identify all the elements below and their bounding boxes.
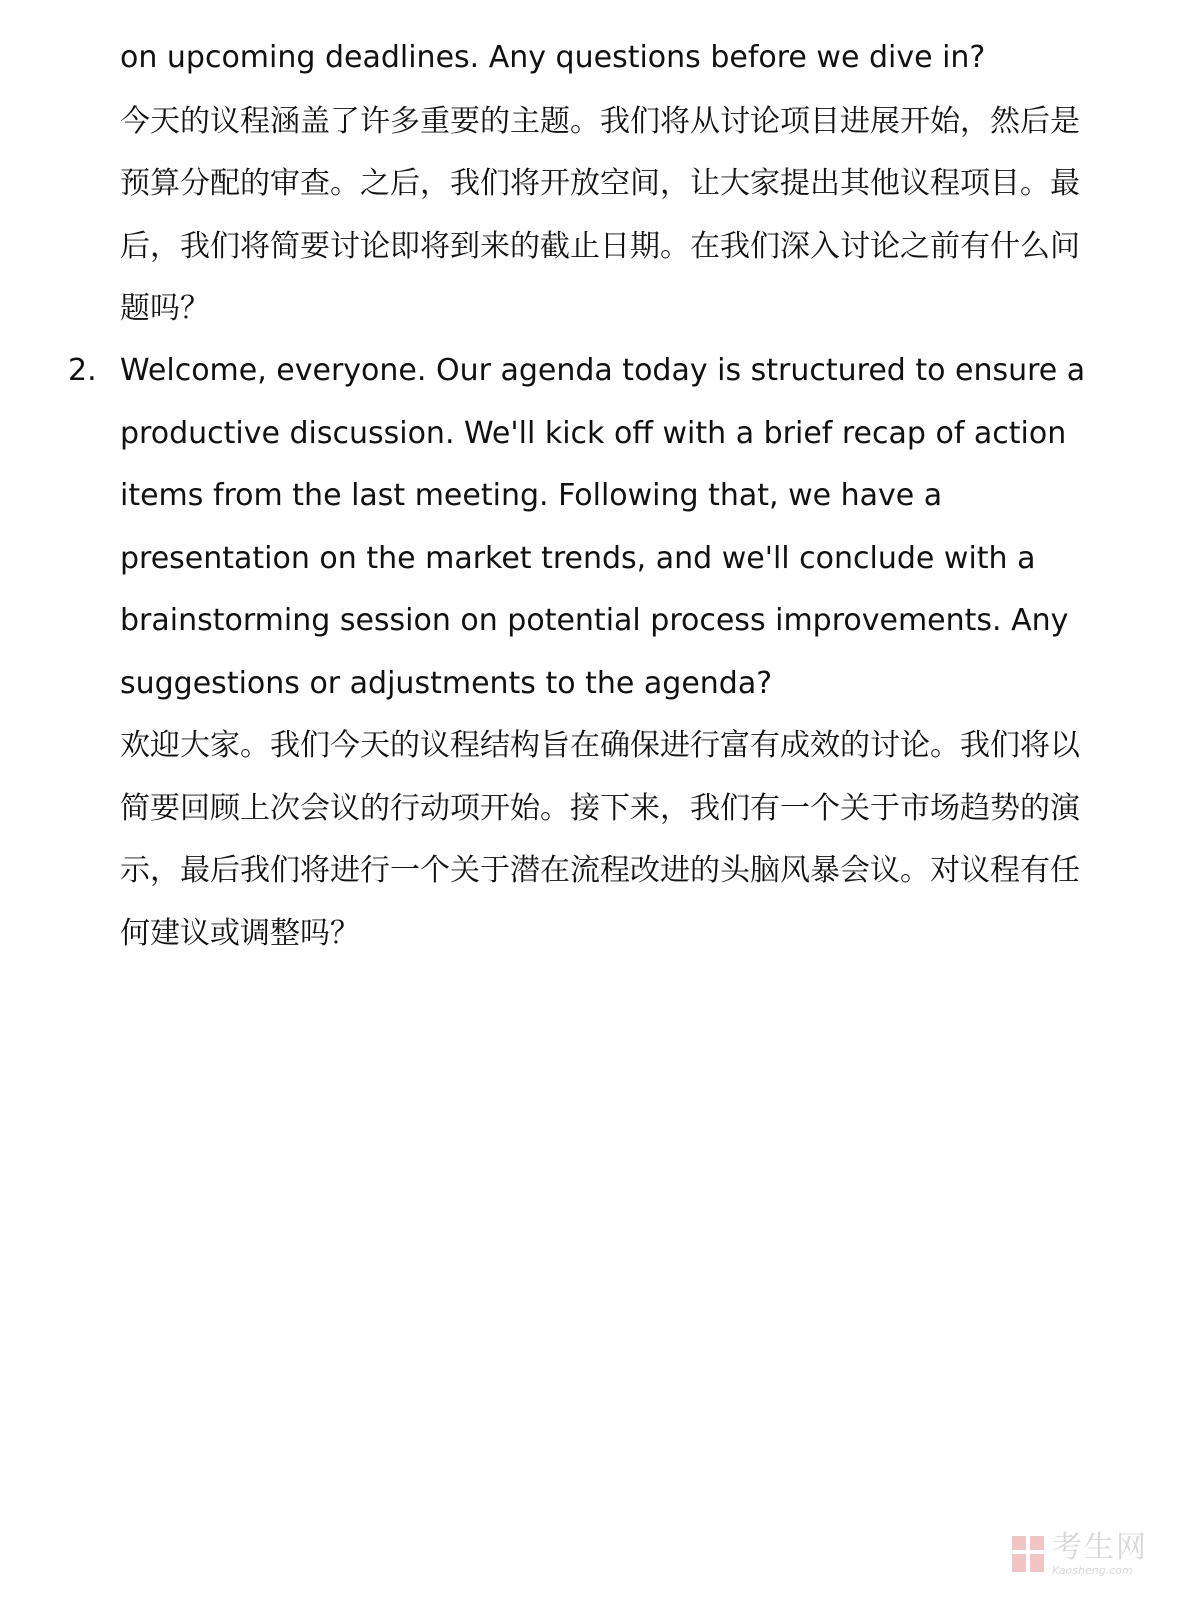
item2-english-line-6: suggestions or adjustments to the agenda? bbox=[120, 666, 773, 701]
item2-english-line-2: productive discussion. We'll kick off with a brief recap of action bbox=[120, 416, 1067, 451]
kaosheng-logo-icon bbox=[1010, 1532, 1046, 1576]
watermark-title: 考生网 bbox=[1052, 1529, 1148, 1565]
item1-english-tail: on upcoming deadlines. Any questions before we dive in? bbox=[120, 40, 986, 75]
watermark-subtitle: Kaosheng.com bbox=[1052, 1563, 1133, 1577]
item2-chinese-line-4: 何建议或调整吗？ bbox=[120, 916, 360, 951]
item2-chinese-line-2: 简要回顾上次会议的行动项开始。接下来，我们有一个关于市场趋势的演 bbox=[120, 791, 1080, 826]
item1-chinese-line-1: 今天的议程涵盖了许多重要的主题。我们将从讨论项目进展开始，然后是 bbox=[120, 104, 1080, 139]
item1-chinese-line-3: 后，我们将简要讨论即将到来的截止日期。在我们深入讨论之前有什么问 bbox=[120, 229, 1080, 264]
item2-english-line-1: Welcome, everyone. Our agenda today is structured to ensure a bbox=[120, 353, 1086, 388]
item2-english-line-4: presentation on the market trends, and we'll conclude with a bbox=[120, 541, 1036, 576]
item2-english-line-5: brainstorming session on potential process improvements. Any bbox=[120, 603, 1069, 638]
item2-number: 2. bbox=[68, 353, 97, 388]
item1-chinese-line-2: 预算分配的审查。之后，我们将开放空间，让大家提出其他议程项目。最 bbox=[120, 166, 1080, 201]
item2-chinese-line-1: 欢迎大家。我们今天的议程结构旨在确保进行富有成效的讨论。我们将以 bbox=[120, 728, 1080, 763]
item2-chinese-line-3: 示，最后我们将进行一个关于潜在流程改进的头脑风暴会议。对议程有任 bbox=[120, 853, 1080, 888]
item2-english-line-3: items from the last meeting. Following that, we have a bbox=[120, 478, 943, 513]
watermark bbox=[1010, 1530, 1160, 1578]
item1-chinese-line-4: 题吗？ bbox=[120, 291, 210, 326]
